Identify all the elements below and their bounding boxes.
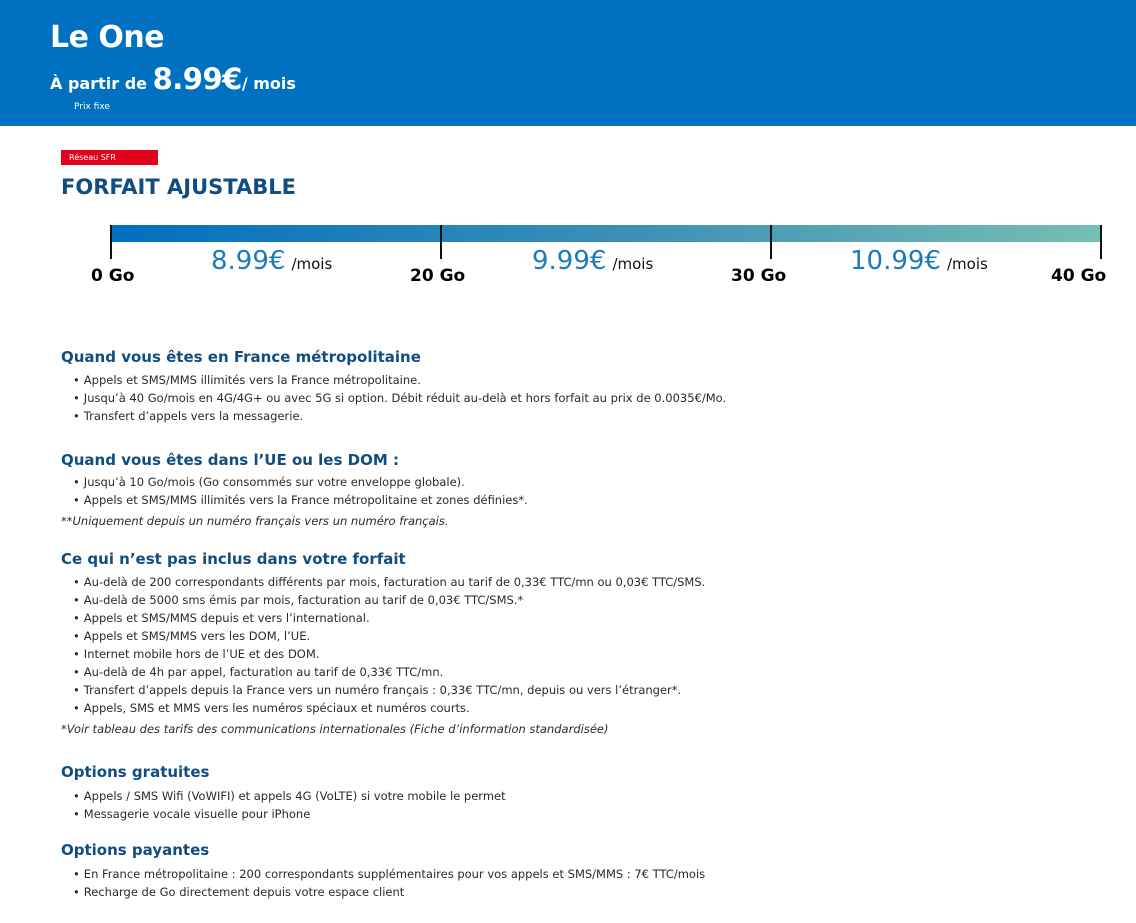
list-item: • Appels et SMS/MMS depuis et vers l’international. [73,609,705,627]
price-prefix: À partir de [50,74,147,93]
price-suffix: / mois [241,74,296,93]
network-badge: Réseau SFR [61,150,158,165]
tier-price-3 [850,246,988,276]
list-item: • Messagerie vocale visuelle pour iPhone [73,805,506,823]
list-item: • Au-delà de 4h par appel, facturation au tarif de 0,33€ TTC/mn. [73,663,705,681]
section-title-ue: Quand vous êtes dans l’UE ou les DOM : [61,451,399,469]
section-title-excluded: Ce qui n’est pas inclus dans votre forfait [61,550,406,568]
fixed-price-note: Prix fixe [74,102,110,112]
plan-name: Le One [50,20,165,55]
gauge-tick [770,225,772,259]
list-item: • Jusqu’à 10 Go/mois (Go consommés sur votre enveloppe globale). [73,473,528,491]
plan-header [0,0,1136,126]
section-title-free-options: Options gratuites [61,763,210,781]
free-options-list [73,787,506,823]
tier-price-2 [532,246,653,276]
list-item: • Transfert d’appels depuis la France vers un numéro français : 0,33€ TTC/mn, depuis ou vers l’étranger*. [73,681,705,699]
ue-list [73,473,528,509]
tier-unit: /mois [291,255,333,273]
tier-unit: /mois [946,255,988,273]
tier-price: 8.99€ [211,246,286,276]
data-gauge-bar [111,225,1102,242]
gauge-tick [1100,225,1102,259]
section-title-france: Quand vous êtes en France métropolitaine [61,348,421,366]
excluded-list [73,573,705,717]
tier-price-1 [211,246,332,276]
gauge-tick-label: 30 Go [731,266,787,286]
excluded-footnote: *Voir tableau des tarifs des communications internationales (Fiche d’information standardisée) [61,722,609,736]
paid-options-list [73,865,705,901]
gauge-tick-label: 40 Go [1051,266,1107,286]
france-list [73,371,726,425]
plan-title: FORFAIT AJUSTABLE [61,175,296,199]
list-item: • Internet mobile hors de l’UE et des DOM. [73,645,705,663]
list-item: • Au-delà de 5000 sms émis par mois, facturation au tarif de 0,03€ TTC/SMS.* [73,591,705,609]
list-item: • Jusqu’à 40 Go/mois en 4G/4G+ ou avec 5G si option. Débit réduit au-delà et hors forfait au prix de 0.0035€/Mo. [73,389,726,407]
gauge-tick-label: 0 Go [91,266,135,286]
tier-unit: /mois [612,255,654,273]
gauge-tick [440,225,442,259]
list-item: • En France métropolitaine : 200 correspondants supplémentaires pour vos appels et SMS/MMS : 7€ TTC/mois [73,865,705,883]
gauge-tick [110,225,112,259]
section-title-paid-options: Options payantes [61,841,210,859]
tier-price: 10.99€ [850,246,941,276]
list-item: • Appels et SMS/MMS illimités vers la France métropolitaine et zones définies*. [73,491,528,509]
list-item: • Appels et SMS/MMS illimités vers la France métropolitaine. [73,371,726,389]
starting-price [50,62,296,96]
price-value: 8.99€ [152,62,242,96]
gauge-tick-label: 20 Go [410,266,466,286]
ue-footnote: **Uniquement depuis un numéro français vers un numéro français. [61,514,449,528]
tier-price: 9.99€ [532,246,607,276]
list-item: • Appels et SMS/MMS vers les DOM, l’UE. [73,627,705,645]
list-item: • Transfert d’appels vers la messagerie. [73,407,726,425]
list-item: • Appels / SMS Wifi (VoWIFI) et appels 4G (VoLTE) si votre mobile le permet [73,787,506,805]
list-item: • Au-delà de 200 correspondants différents par mois, facturation au tarif de 0,33€ TTC/mn ou 0,03€ TTC/SMS. [73,573,705,591]
list-item: • Recharge de Go directement depuis votre espace client [73,883,705,901]
list-item: • Appels, SMS et MMS vers les numéros spéciaux et numéros courts. [73,699,705,717]
